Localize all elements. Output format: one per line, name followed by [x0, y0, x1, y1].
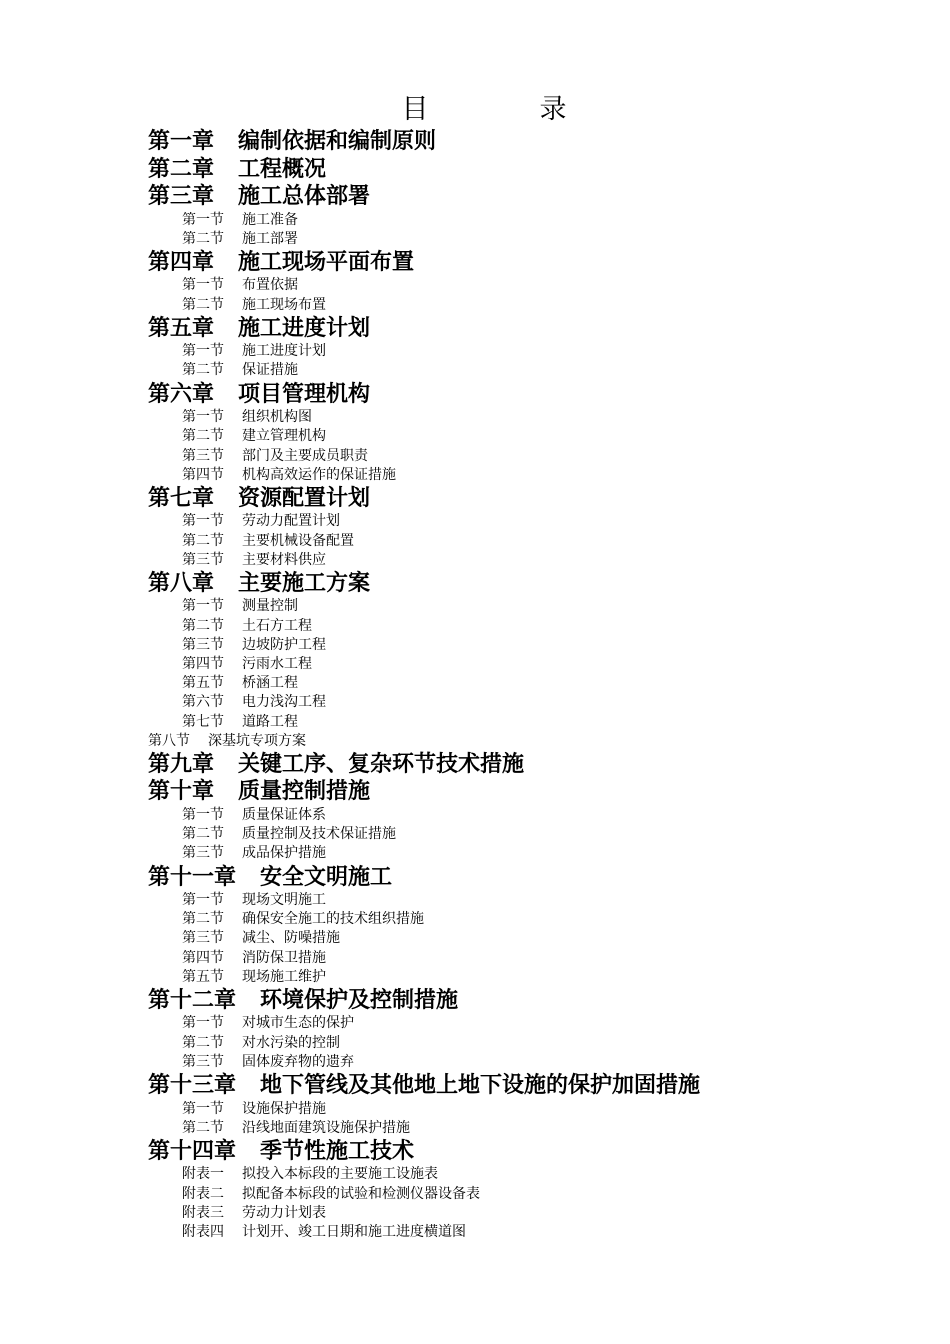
table-of-contents: [0, 128, 950, 1242]
section-title: 沿线地面建筑设施保护措施: [242, 1119, 410, 1136]
toc-section-entry: [182, 230, 950, 249]
section-title: 减尘、防噪措施: [242, 930, 340, 947]
section-title: 劳动力配置计划: [242, 513, 340, 530]
chapter-number: 第六章: [148, 381, 215, 407]
chapter-title: 施工现场平面布置: [238, 249, 415, 275]
toc-chapter-entry: [148, 864, 950, 892]
chapter-title: 主要施工方案: [238, 570, 371, 596]
section-number: 第五节: [182, 675, 224, 692]
toc-section-entry: [182, 636, 950, 655]
section-number: 第二节: [182, 1119, 224, 1136]
section-number: 第一节: [182, 806, 224, 823]
section-title: 拟配备本标段的试验和检测仪器设备表: [242, 1185, 480, 1202]
toc-chapter-entry: [148, 249, 950, 277]
toc-section-entry: [182, 825, 950, 844]
toc-section-entry: [182, 1053, 950, 1072]
chapter-number: 第十二章: [148, 987, 237, 1013]
section-number: 第五节: [182, 968, 224, 985]
section-title: 劳动力计划表: [242, 1204, 326, 1221]
chapter-title: 质量控制措施: [238, 779, 371, 805]
section-title: 建立管理机构: [242, 428, 326, 445]
section-title: 道路工程: [242, 713, 298, 730]
toc-chapter-entry: [148, 381, 950, 409]
section-title: 计划开、竣工日期和施工进度横道图: [242, 1223, 466, 1240]
section-title: 电力浅沟工程: [242, 694, 326, 711]
section-title: 成品保护措施: [242, 845, 326, 862]
toc-chapter-entry: [148, 987, 950, 1015]
section-title: 对水污染的控制: [242, 1034, 340, 1051]
chapter-number: 第八章: [148, 570, 215, 596]
toc-chapter-entry: [148, 315, 950, 343]
toc-chapter-entry: [148, 1072, 950, 1100]
section-number: 第一节: [182, 598, 224, 615]
section-title: 测量控制: [242, 598, 298, 615]
section-title: 拟投入本标段的主要施工设施表: [242, 1166, 438, 1183]
toc-section-entry: [182, 512, 950, 531]
toc-section-entry: [182, 929, 950, 948]
section-number: 第七节: [182, 713, 224, 730]
chapter-number: 第十三章: [148, 1073, 237, 1098]
section-title: 机构高效运作的保证措施: [242, 466, 396, 483]
section-title: 固体废弃物的遗弃: [242, 1053, 354, 1070]
section-number: 附表一: [182, 1166, 224, 1183]
section-title: 主要材料供应: [242, 551, 326, 568]
section-number: 第四节: [182, 949, 224, 966]
chapter-title: 工程概况: [238, 156, 327, 182]
section-title: 布置依据: [242, 277, 298, 294]
toc-title: 目 录: [401, 94, 609, 125]
toc-section-entry: [182, 342, 950, 361]
toc-section-entry: [182, 551, 950, 570]
toc-section-entry: [182, 211, 950, 230]
toc-section-entry: [182, 408, 950, 427]
toc-section-entry: [182, 693, 950, 712]
section-number: 附表二: [182, 1185, 224, 1202]
section-number: 第一节: [182, 513, 224, 530]
section-title: 消防保卫措施: [242, 949, 326, 966]
chapter-number: 第一章: [148, 129, 215, 154]
toc-section-entry: [182, 427, 950, 446]
section-title: 污雨水工程: [242, 656, 312, 672]
toc-section-entry: [182, 674, 950, 693]
toc-section-entry: [182, 1165, 950, 1184]
section-number: 第二节: [182, 230, 224, 247]
toc-section-entry: [182, 968, 950, 987]
toc-section-entry: [182, 1014, 950, 1033]
chapter-title: 安全文明施工: [260, 864, 393, 890]
toc-section-entry: [182, 617, 950, 636]
chapter-title: 季节性施工技术: [260, 1138, 415, 1164]
chapter-title: 关键工序、复杂环节技术措施: [238, 751, 525, 777]
toc-section-entry: [182, 466, 950, 485]
toc-chapter-entry: [148, 1138, 950, 1166]
section-number: 第六节: [182, 694, 224, 711]
toc-section-entry: [182, 910, 950, 929]
toc-section-entry: [182, 1119, 950, 1138]
section-number: 第二节: [182, 532, 224, 549]
section-number: 第三节: [182, 930, 224, 947]
toc-chapter-entry: [148, 128, 950, 156]
section-number: 第二节: [182, 617, 224, 634]
chapter-title: 资源配置计划: [238, 485, 371, 511]
chapter-title: 地下管线及其他地上地下设施的保护加固措施: [260, 1073, 701, 1098]
toc-section-entry: [182, 1223, 950, 1242]
section-title: 对城市生态的保护: [242, 1015, 354, 1032]
section-number: 第八节: [148, 732, 190, 749]
toc-section-entry: [182, 949, 950, 968]
section-title: 设施保护措施: [242, 1100, 326, 1117]
chapter-number: 第七章: [148, 485, 215, 511]
toc-section-entry: [182, 1185, 950, 1204]
chapter-number: 第十四章: [148, 1138, 237, 1164]
section-title: 施工现场布置: [242, 296, 326, 313]
section-title: 施工进度计划: [242, 343, 326, 360]
section-title: 桥涵工程: [242, 675, 298, 692]
section-number: 第二节: [182, 428, 224, 445]
section-title: 确保安全施工的技术组织措施: [242, 911, 424, 928]
toc-section-entry: [182, 447, 950, 466]
section-title: 现场施工维护: [242, 968, 326, 985]
section-number: 附表四: [182, 1223, 224, 1240]
section-number: 第四节: [182, 466, 224, 483]
chapter-title: 施工总体部署: [238, 184, 371, 209]
chapter-title: 施工进度计划: [238, 315, 371, 341]
toc-section-entry: [148, 732, 950, 751]
toc-section-entry: [182, 891, 950, 910]
toc-section-entry: [182, 844, 950, 863]
toc-section-entry: [182, 296, 950, 315]
toc-section-entry: [182, 597, 950, 616]
section-number: 第四节: [182, 656, 224, 672]
toc-chapter-entry: [148, 570, 950, 598]
section-number: 第一节: [182, 343, 224, 360]
toc-chapter-entry: [148, 183, 950, 211]
chapter-title: 项目管理机构: [238, 381, 371, 407]
section-number: 第三节: [182, 1053, 224, 1070]
section-title: 质量控制及技术保证措施: [242, 826, 396, 843]
chapter-number: 第二章: [148, 156, 215, 182]
toc-chapter-entry: [148, 751, 950, 779]
toc-section-entry: [182, 655, 950, 674]
section-title: 部门及主要成员职责: [242, 447, 368, 464]
section-number: 第一节: [182, 409, 224, 426]
section-number: 第一节: [182, 892, 224, 908]
chapter-number: 第十一章: [148, 864, 237, 890]
toc-section-entry: [182, 806, 950, 825]
section-title: 土石方工程: [242, 617, 312, 634]
section-number: 第一节: [182, 211, 224, 228]
section-title: 边坡防护工程: [242, 636, 326, 653]
section-title: 施工准备: [242, 211, 298, 228]
chapter-number: 第四章: [148, 249, 215, 275]
chapter-number: 第三章: [148, 184, 215, 209]
section-number: 第三节: [182, 845, 224, 862]
toc-chapter-entry: [148, 156, 950, 184]
section-number: 附表三: [182, 1204, 224, 1221]
toc-section-entry: [182, 361, 950, 380]
toc-section-entry: [182, 276, 950, 295]
section-number: 第一节: [182, 1015, 224, 1032]
chapter-number: 第十章: [148, 779, 215, 805]
toc-chapter-entry: [148, 778, 950, 806]
section-number: 第三节: [182, 636, 224, 653]
section-title: 组织机构图: [242, 409, 312, 426]
section-title: 主要机械设备配置: [242, 532, 354, 549]
section-title: 施工部署: [242, 230, 298, 247]
chapter-number: 第九章: [148, 751, 215, 777]
section-title: 深基坑专项方案: [208, 732, 306, 749]
section-number: 第一节: [182, 1100, 224, 1117]
section-title: 质量保证体系: [242, 806, 326, 823]
toc-section-entry: [182, 1034, 950, 1053]
toc-section-entry: [182, 1204, 950, 1223]
section-number: 第三节: [182, 447, 224, 464]
toc-section-entry: [182, 713, 950, 732]
section-title: 现场文明施工: [242, 892, 326, 908]
section-number: 第二节: [182, 362, 224, 379]
section-number: 第二节: [182, 1034, 224, 1051]
section-title: 保证措施: [242, 362, 298, 379]
section-number: 第二节: [182, 826, 224, 843]
section-number: 第二节: [182, 911, 224, 928]
section-number: 第二节: [182, 296, 224, 313]
section-number: 第三节: [182, 551, 224, 568]
section-number: 第一节: [182, 277, 224, 294]
toc-section-entry: [182, 532, 950, 551]
toc-section-entry: [182, 1100, 950, 1119]
chapter-number: 第五章: [148, 315, 215, 341]
chapter-title: 环境保护及控制措施: [260, 987, 459, 1013]
chapter-title: 编制依据和编制原则: [238, 129, 437, 154]
toc-chapter-entry: [148, 485, 950, 513]
